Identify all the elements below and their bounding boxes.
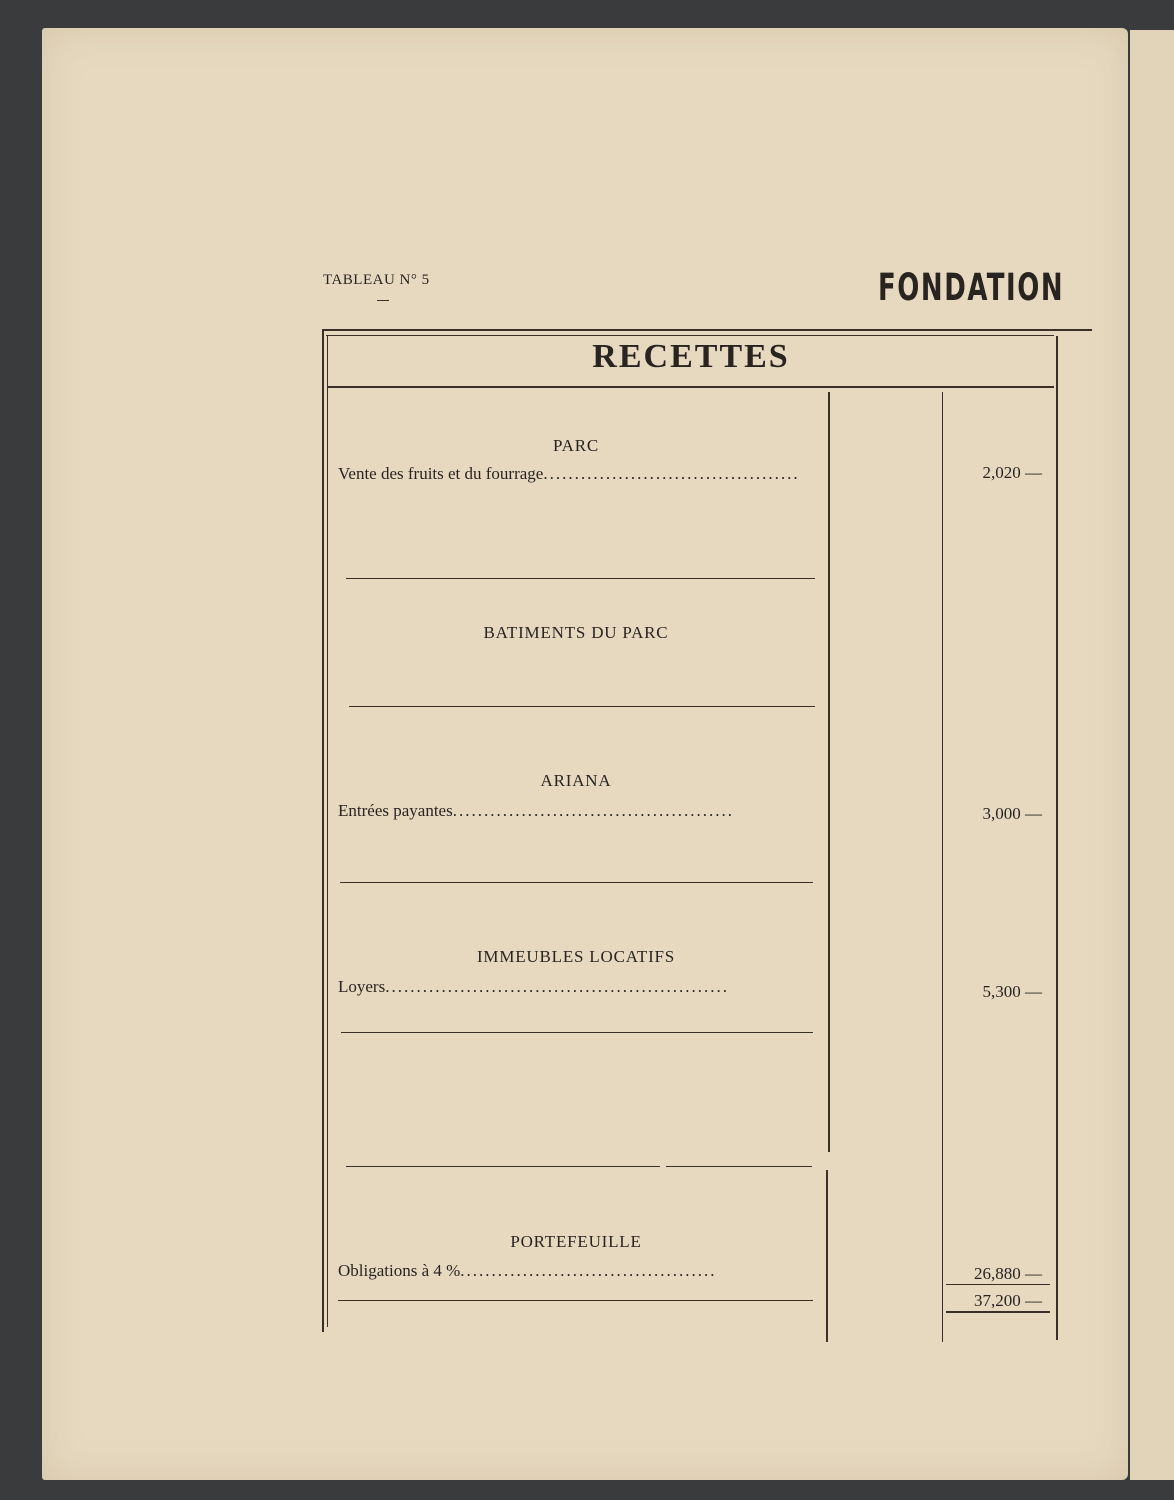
section-rule [666,1166,812,1167]
row-label-fruits: Vente des fruits et du fourrage......................................... [338,464,800,483]
table-left-border [322,330,324,1332]
row-label-obligations: Obligations à 4 %......................................... [338,1261,717,1280]
section-rule [338,1300,813,1301]
column-divider-2 [942,392,943,1342]
amount-obligations: 26,880 — [974,1264,1042,1283]
section-title-ariana: ARIANA [540,771,612,790]
subtotal-rule [946,1284,1050,1285]
section-rule [346,578,815,579]
table-right-border [1056,336,1058,1340]
heading-underline [328,386,1054,388]
total-underline [946,1311,1050,1313]
page-title: FONDATION [878,266,1065,309]
section-title-immeubles: IMMEUBLES LOCATIFS [476,947,676,966]
table-heading: RECETTES [592,338,790,375]
amount-fruits: 2,020 — [982,463,1042,482]
tableau-underline [377,300,389,301]
section-title-portefeuille: PORTEFEUILLE [510,1232,642,1251]
section-rule [349,706,815,707]
column-divider-1-lower [826,1170,828,1342]
section-title-batiments: BATIMENTS DU PARC [483,623,669,642]
amount-entrees: 3,000 — [982,804,1042,823]
table-left-border-inner [327,335,328,1327]
row-label-loyers: Loyers....................................................... [338,977,729,996]
table-top-rule [322,329,1092,331]
total-amount: 37,200 — [974,1291,1042,1310]
table-top-rule-inner [326,335,1054,336]
row-label-entrees: Entrées payantes............................................. [338,801,734,820]
section-rule [346,1166,660,1167]
column-divider-1 [828,392,830,1152]
section-rule [340,882,813,883]
section-title-parc: PARC [552,436,600,455]
amount-loyers: 5,300 — [982,982,1042,1001]
adjacent-page-edge [1130,30,1174,1480]
tableau-number: TABLEAU N° 5 [323,272,430,288]
section-rule [341,1032,813,1033]
